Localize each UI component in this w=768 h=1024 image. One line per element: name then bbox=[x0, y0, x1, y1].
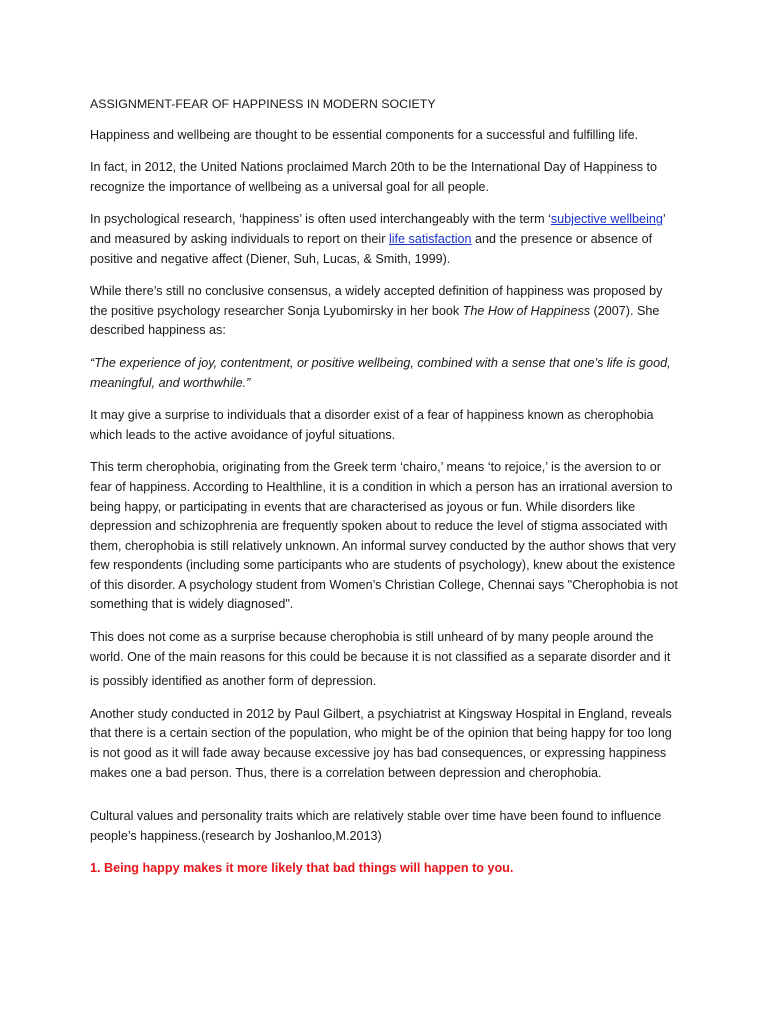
happiness-quote: “The experience of joy, contentment, or positive wellbeing, combined with a sense that one’s life is good, meaningful, and worthwhile.” bbox=[90, 355, 671, 390]
paragraph-unheard-text: This does not come as a surprise because cherophobia is still unheard of by many people around the world. One of the main reasons for this could be because it is not classified as a separate disorder and it bbox=[90, 630, 671, 664]
book-title: The How of Happiness bbox=[462, 303, 591, 318]
subjective-wellbeing-link[interactable]: subjective wellbeing bbox=[550, 212, 663, 227]
paragraph-cherophobia-definition: This term cherophobia, originating from the Greek term ‘chairo,’ means ‘to rejoice,’ is the aversion to or fear of happiness. According to Healthline, it is a condition in which a person has an irrational aversion to being happy, or participating in events that are characterised as joyous or fun. While disorders like depression and schizophrenia are frequently spoken about to reduce the level of stigma associated with them, cherophobia is still relatively unknown. An informal survey conducted by the author shows that very few respondents (including some participants who are students of psychology), knew about the existence of this disorder. A psychology student from Women’s Christian College, Chennai says "Cherophobia is not something that is widely diagnosed". bbox=[90, 460, 678, 612]
paragraph-definition bbox=[90, 282, 678, 341]
paragraph-research bbox=[90, 210, 678, 269]
paragraph-research-text-3: and the presence or absence of positive and negative affect (Diener, Suh, Lucas, & Smith, 1999). bbox=[90, 231, 653, 266]
paragraph-intro: Happiness and wellbeing are thought to be essential components for a successful and fulfilling life. bbox=[90, 127, 639, 142]
document-title: ASSIGNMENT-FEAR OF HAPPINESS IN MODERN SOCIETY bbox=[90, 97, 436, 111]
paragraph-unheard-last: is possibly identified as another form of depression. bbox=[90, 674, 377, 689]
paragraph-definition-text-2: (2007). She described happiness as: bbox=[90, 303, 660, 338]
paragraph-research-text-2: ’ and measured by asking individuals to report on their bbox=[90, 212, 666, 246]
paragraph-unheard bbox=[90, 628, 678, 692]
paragraph-cultural-values: Cultural values and personality traits which are relatively stable over time have been found to influence people’s happiness.(research by Joshanloo,M.2013) bbox=[90, 809, 662, 843]
paragraph-definition-text-1: While there’s still no conclusive consensus, a widely accepted definition of happiness was proposed by the positive psychology researcher Sonja Lyubomirsky in her book bbox=[90, 284, 663, 318]
section-heading-1: 1. Being happy makes it more likely that bad things will happen to you. bbox=[90, 861, 514, 876]
life-satisfaction-link[interactable]: life satisfaction bbox=[388, 231, 472, 246]
paragraph-un-day: In fact, in 2012, the United Nations proclaimed March 20th to be the International Day of Happiness to recognize the importance of wellbeing as a universal goal for all people. bbox=[90, 160, 658, 194]
paragraph-gilbert-study: Another study conducted in 2012 by Paul Gilbert, a psychiatrist at Kingsway Hospital in England, reveals that there is a certain section of the population, who might be of the opinion that being happy for too long is not good as it will fade away because excessive joy has bad consequences, or expressing happiness makes one a bad person. Thus, there is a correlation between depression and cherophobia. bbox=[90, 706, 672, 780]
paragraph-cherophobia-intro: It may give a surprise to individuals that a disorder exist of a fear of happiness known as cherophobia which leads to the active avoidance of joyful situations. bbox=[90, 408, 654, 442]
paragraph-research-text-1: In psychological research, ‘happiness’ is often used interchangeably with the term ‘ bbox=[90, 212, 551, 227]
